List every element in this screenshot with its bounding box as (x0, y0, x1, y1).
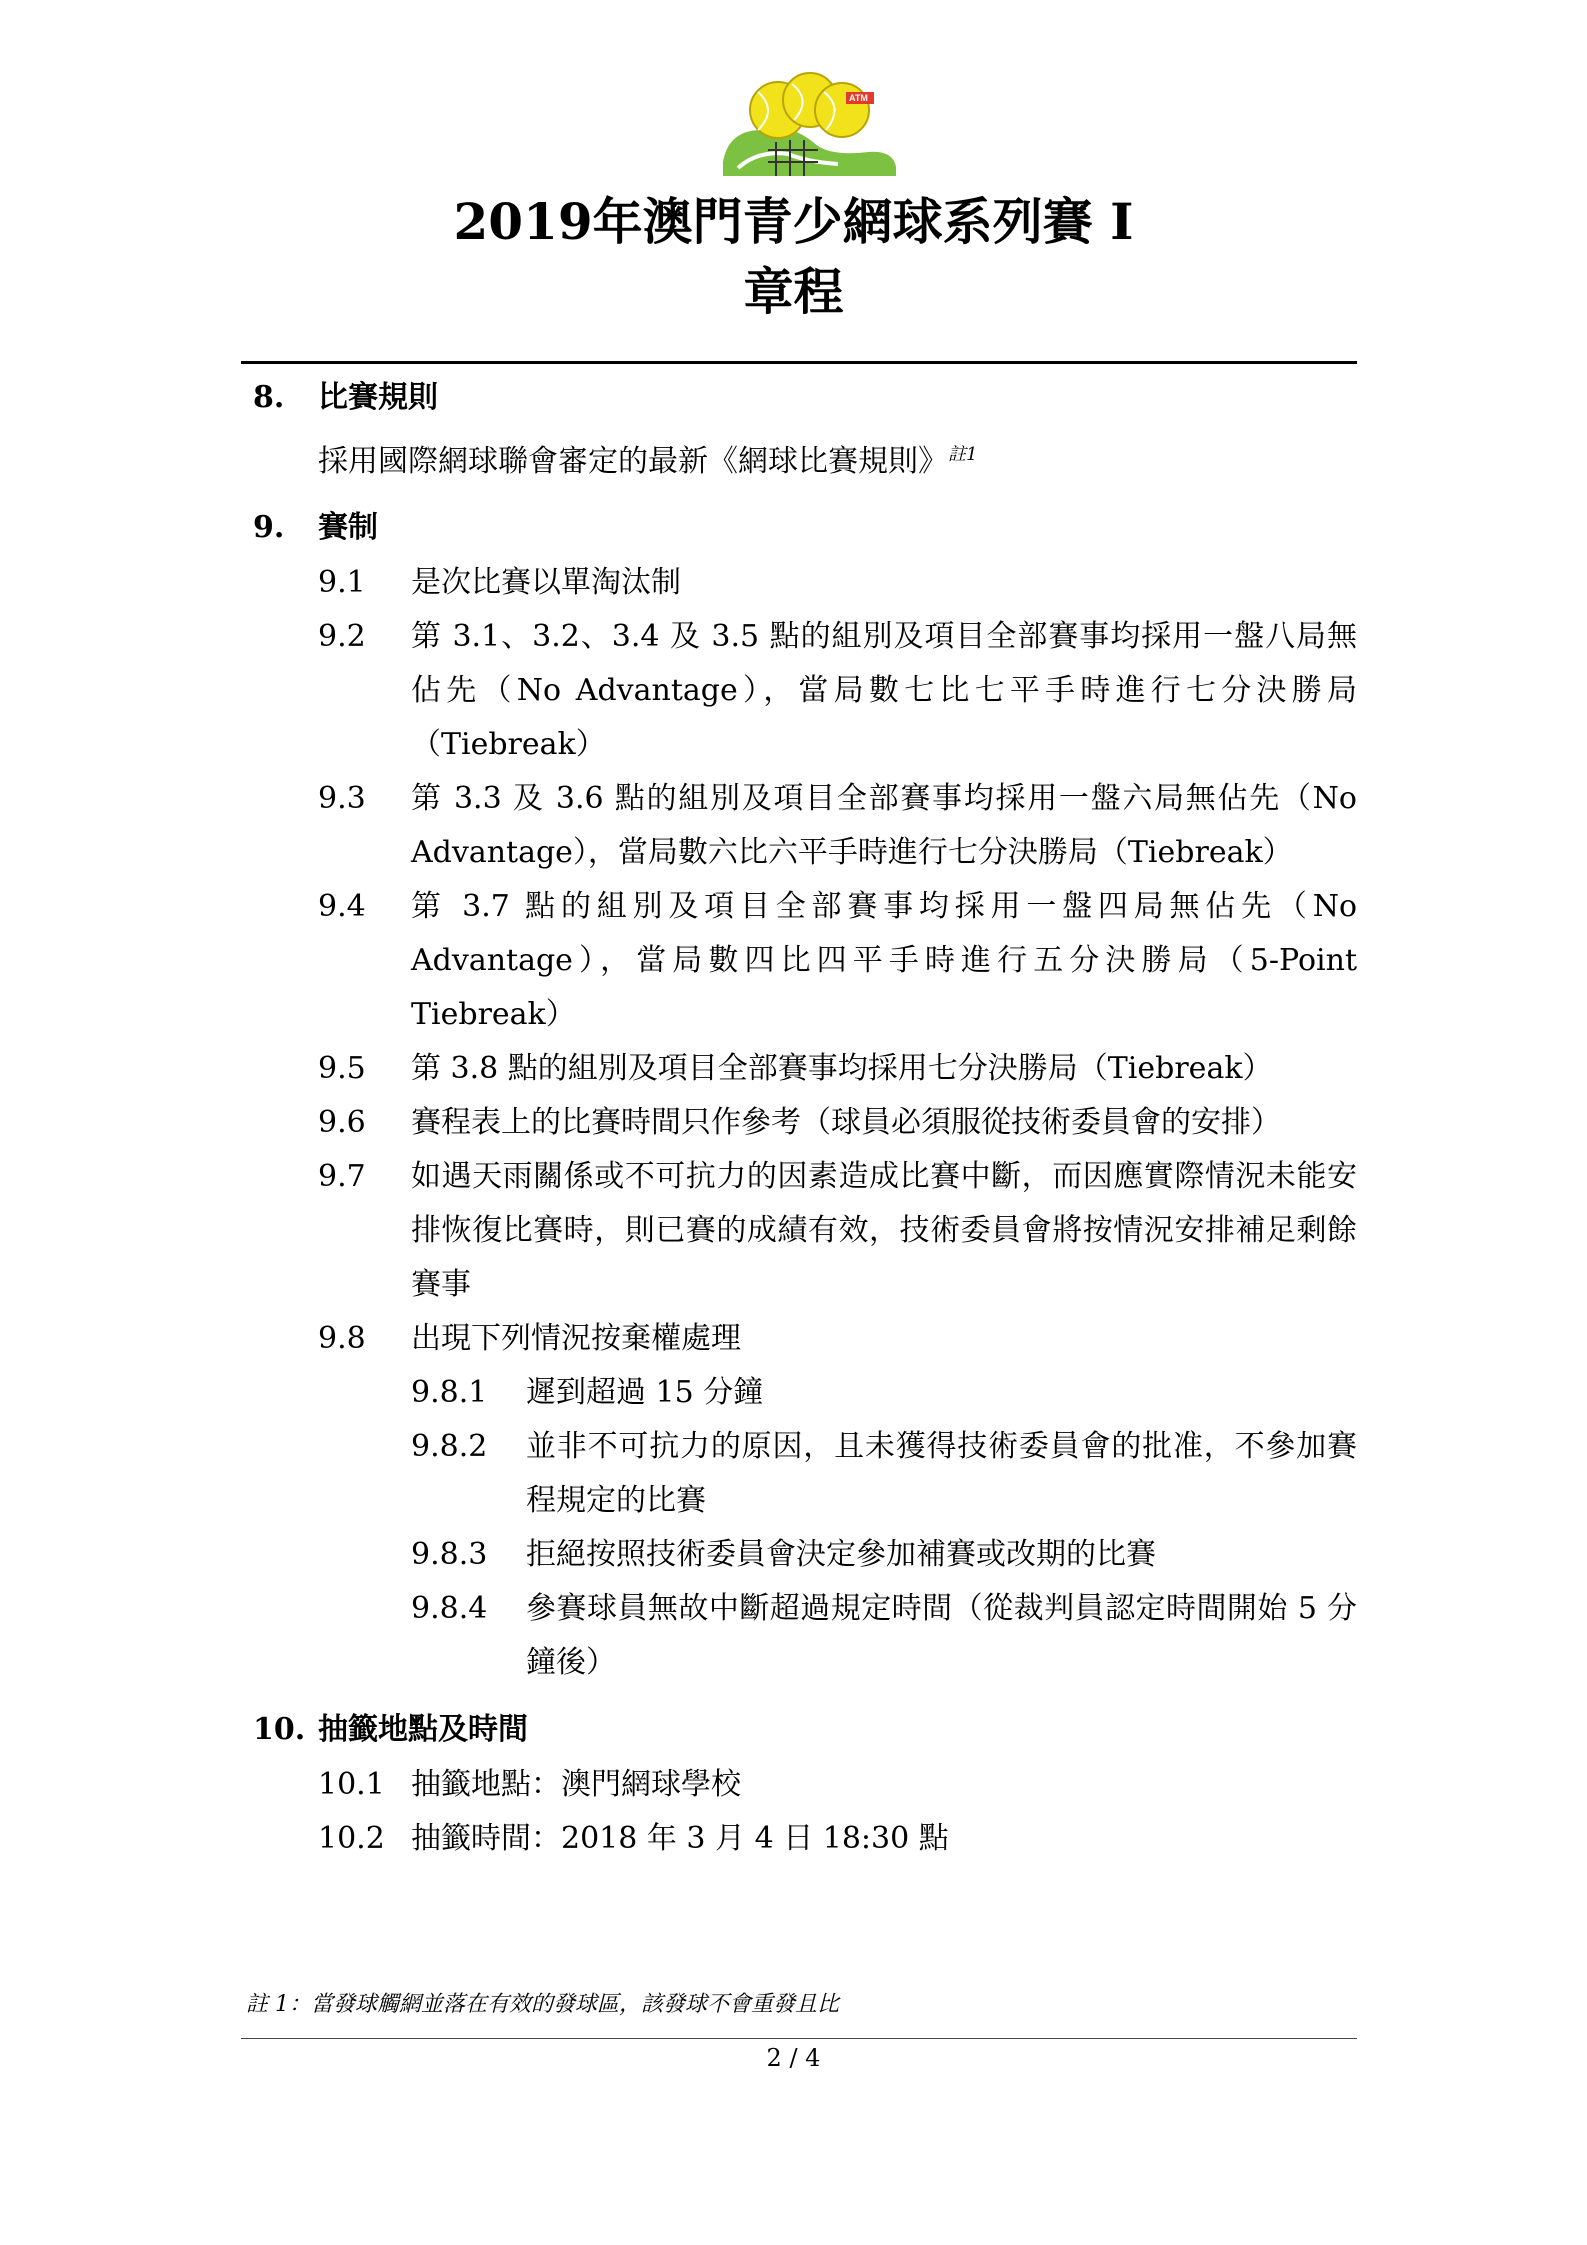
section-9-number: 9. (253, 510, 285, 545)
item-text: 第 3.7 點的組別及項目全部賽事均採用一盤四局無佔先（No Advantage），當局數四比四平手時進行五分決勝局（5-Point Tiebreak） (411, 889, 1357, 1032)
subitem-number: 9.8.2 (411, 1429, 488, 1464)
item-text: 第 3.3 及 3.6 點的組別及項目全部賽事均採用一盤六局無佔先（No Advantage），當局數六比六平手時進行七分決勝局（Tiebreak） (411, 781, 1357, 870)
item-number: 9.3 (318, 781, 366, 816)
section-9-title: 賽制 (318, 510, 378, 545)
page-number: 2 / 4 (766, 2044, 821, 2072)
item-text: 抽籤時間：2018 年 3 月 4 日 18:30 點 (411, 1821, 949, 1856)
item-number: 9.7 (318, 1159, 366, 1194)
page-title: 2019年澳門青少網球系列賽 I (453, 192, 1134, 251)
item-text: 抽籤地點：澳門網球學校 (411, 1767, 741, 1802)
section-10-title: 抽籤地點及時間 (318, 1712, 528, 1747)
page-subtitle: 章程 (743, 262, 844, 321)
footnote: 註 1：當發球觸網並落在有效的發球區，該發球不會重發且比 (246, 1992, 839, 2017)
item-text: 第 3.8 點的組別及項目全部賽事均採用七分決勝局（Tiebreak） (411, 1051, 1273, 1086)
footnote-ref: 註1 (948, 444, 978, 465)
footer-divider (241, 2038, 1357, 2039)
item-number: 9.5 (318, 1051, 366, 1086)
svg-text:ATM: ATM (849, 93, 868, 103)
section-8-text-body: 採用國際網球聯會審定的最新《網球比賽規則》 (318, 444, 948, 479)
subitem-text: 並非不可抗力的原因，且未獲得技術委員會的批准，不參加賽程規定的比賽 (526, 1429, 1357, 1518)
section-8-text (318, 428, 1118, 489)
subitem-text: 遲到超過 15 分鐘 (526, 1375, 764, 1410)
item-text: 第 3.1、3.2、3.4 及 3.5 點的組別及項目全部賽事均採用一盤八局無佔先（No Advantage），當局數七比七平手時進行七分決勝局（Tiebreak） (411, 619, 1357, 762)
subitem-number: 9.8.3 (411, 1537, 488, 1572)
subitem-number: 9.8.1 (411, 1375, 488, 1410)
item-text: 如遇天雨關係或不可抗力的因素造成比賽中斷，而因應實際情況未能安排恢復比賽時，則已賽的成績有效，技術委員會將按情況安排補足剩餘賽事 (411, 1159, 1357, 1302)
section-8-number: 8. (253, 380, 285, 415)
section-10-number: 10. (253, 1712, 306, 1747)
item-number: 10.1 (318, 1767, 385, 1802)
item-text: 賽程表上的比賽時間只作參考（球員必須服從技術委員會的安排） (411, 1105, 1281, 1140)
item-text: 出現下列情況按棄權處理 (411, 1321, 741, 1356)
item-number: 9.4 (318, 889, 366, 924)
subitem-text: 參賽球員無故中斷超過規定時間（從裁判員認定時間開始 5 分鐘後） (526, 1591, 1357, 1680)
header-divider (241, 361, 1357, 364)
item-number: 10.2 (318, 1821, 385, 1856)
item-number: 9.8 (318, 1321, 366, 1356)
subitem-number: 9.8.4 (411, 1591, 488, 1626)
tennis-logo-icon (718, 72, 898, 178)
item-text: 是次比賽以單淘汰制 (411, 565, 681, 600)
subitem-text: 拒絕按照技術委員會決定參加補賽或改期的比賽 (526, 1537, 1156, 1572)
item-number: 9.6 (318, 1105, 366, 1140)
section-8-title: 比賽規則 (318, 380, 438, 415)
item-number: 9.2 (318, 619, 366, 654)
item-number: 9.1 (318, 565, 366, 600)
